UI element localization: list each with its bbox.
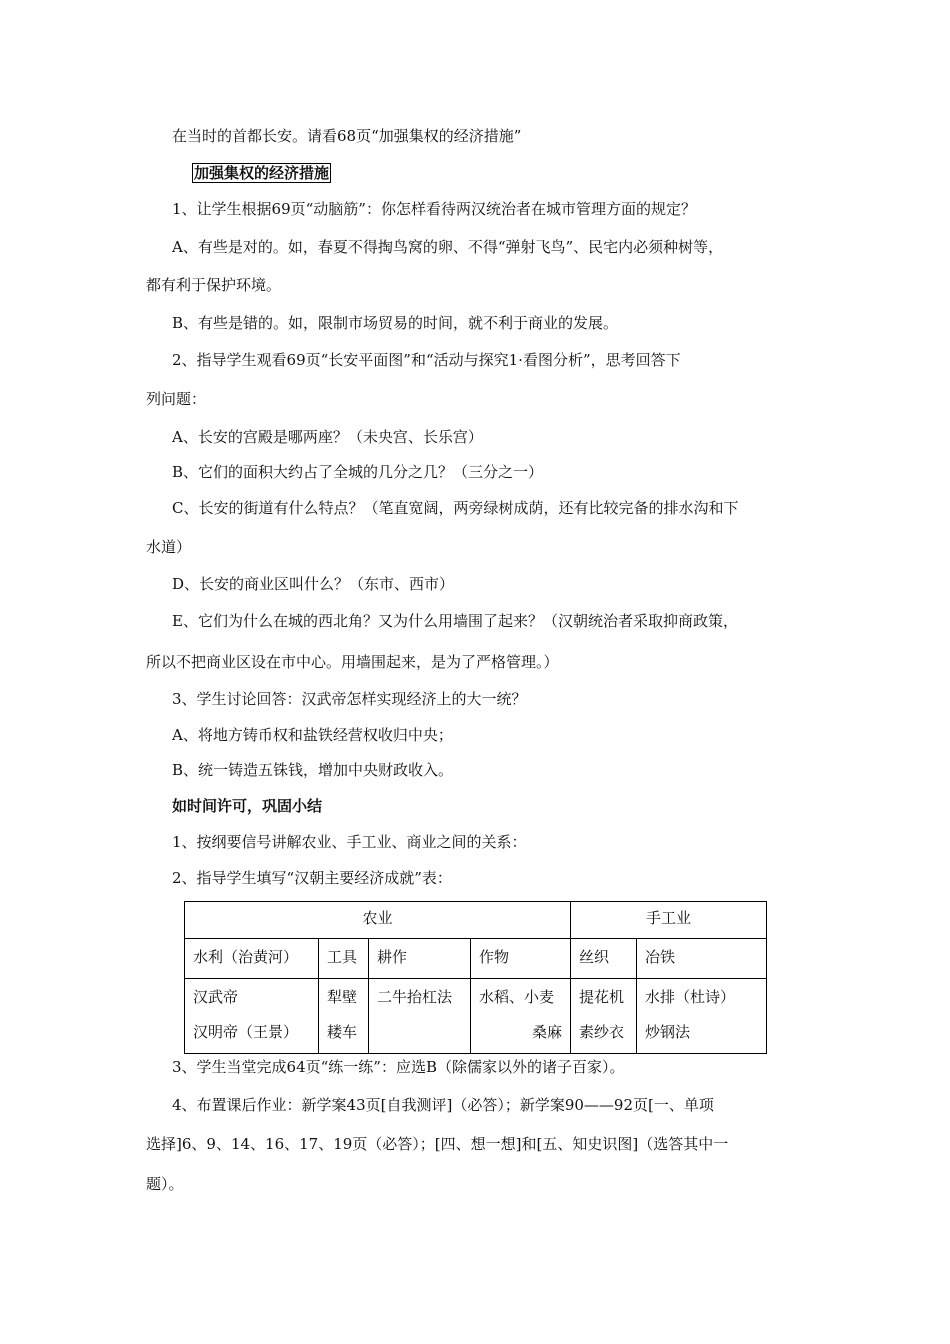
text-line: 所以不把商业区设在市中心。用墙围起来，是为了严格管理。） xyxy=(146,653,559,671)
cell-line: 二牛抬杠法 xyxy=(377,988,453,1006)
text-line: 水道） xyxy=(146,538,192,556)
section-heading xyxy=(192,163,331,183)
text-line: B、统一铸造五铢钱，增加中央财政收入。 xyxy=(172,761,454,779)
cell-line: 炒钢法 xyxy=(645,1023,691,1041)
table-row xyxy=(185,979,767,1054)
table-row xyxy=(185,902,767,939)
text-line: A、长安的宫殿是哪两座？（未央宫、长乐宫） xyxy=(172,428,483,446)
text-line: 在当时的首都长安。请看68页“加强集权的经济措施” xyxy=(172,127,522,145)
text-line: 列问题： xyxy=(146,390,207,408)
table-header-agriculture: 农业 xyxy=(185,902,571,939)
text-line: 3、学生讨论回答：汉武帝怎样实现经济上的大一统？ xyxy=(172,690,527,708)
table-cell xyxy=(319,979,369,1054)
text-line: 都有利于保护环境。 xyxy=(146,276,282,294)
table-cell xyxy=(185,979,319,1054)
text-line: 1、让学生根据69页“动脑筋”：你怎样看待两汉统治者在城市管理方面的规定？ xyxy=(172,200,696,218)
cell-line: 犁壁 xyxy=(327,988,358,1006)
table-cell: 冶铁 xyxy=(637,939,767,979)
cell-line: 提花机 xyxy=(579,988,625,1006)
table-cell xyxy=(369,979,471,1054)
text-line: E、它们为什么在城的西北角？又为什么用墙围了起来？（汉朝统治者采取抑商政策， xyxy=(172,612,738,630)
table-cell: 工具 xyxy=(319,939,369,979)
text-line: 选择]6、9、14、16、17、19页（必答）；[四、想一想]和[五、知史识图]（选答其中一 xyxy=(146,1135,729,1153)
table-cell: 作物 xyxy=(471,939,571,979)
cell-line: 水稻、小麦 xyxy=(479,988,555,1006)
text-line: A、有些是对的。如，春夏不得掏鸟窝的卵、不得“弹射飞鸟”、民宅内必须种树等， xyxy=(172,238,724,256)
heading-economic-measures: 加强集权的经济措施 xyxy=(194,164,330,182)
text-line: 1、按纲要信号讲解农业、手工业、商业之间的关系： xyxy=(172,833,527,851)
text-line: D、长安的商业区叫什么？（东市、西市） xyxy=(172,575,455,593)
table-cell: 耕作 xyxy=(369,939,471,979)
table-cell xyxy=(571,979,637,1054)
text-line: B、有些是错的。如，限制市场贸易的时间，就不利于商业的发展。 xyxy=(172,314,619,332)
section-heading: 如时间许可，巩固小结 xyxy=(172,797,323,815)
table-cell: 水利（治黄河） xyxy=(185,939,319,979)
table-header-handicraft: 手工业 xyxy=(571,902,767,939)
text-line: 4、布置课后作业：新学案43页[自我测评]（必答）；新学案90——92页[一、单项 xyxy=(172,1096,714,1114)
cell-line: 素纱衣 xyxy=(579,1023,625,1041)
table-cell: 丝织 xyxy=(571,939,637,979)
cell-line: 汉明帝（王景） xyxy=(193,1023,299,1041)
cell-line: 汉武帝 xyxy=(193,988,239,1006)
cell-line: 耧车 xyxy=(327,1023,358,1041)
text-line: C、长安的街道有什么特点？（笔直宽阔，两旁绿树成荫，还有比较完备的排水沟和下 xyxy=(172,499,739,517)
text-line: 2、指导学生观看69页“长安平面图”和“活动与探究1·看图分析”，思考回答下 xyxy=(172,351,681,369)
table-cell xyxy=(471,979,571,1054)
cell-line: 水排（杜诗） xyxy=(645,988,736,1006)
table-cell xyxy=(637,979,767,1054)
text-line: 3、学生当堂完成64页“练一练”：应选B（除儒家以外的诸子百家）。 xyxy=(172,1058,625,1076)
text-line: A、将地方铸币权和盐铁经营权收归中央； xyxy=(172,726,453,744)
cell-line: 桑麻 xyxy=(532,1023,563,1041)
text-line: 题）。 xyxy=(146,1175,184,1193)
table-row xyxy=(185,939,767,979)
economic-achievements-table xyxy=(184,901,767,1054)
text-line: 2、指导学生填写“汉朝主要经济成就”表： xyxy=(172,869,452,887)
text-line: B、它们的面积大约占了全城的几分之几？（三分之一） xyxy=(172,463,544,481)
